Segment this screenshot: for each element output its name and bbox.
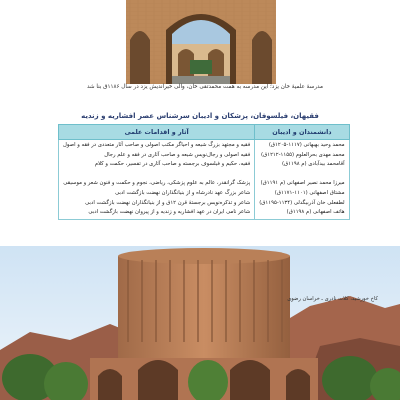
section-title: فقیهان، فیلسوفان، پزشکان و ادیبان سرشناس عصر افشاریه و زندیه [81, 112, 319, 120]
khorshid-palace-photo [0, 246, 400, 400]
scholar-name: محمد مهدی بحرالعلوم (۱۱۵۵-۱۲۱۲ق) [261, 151, 345, 158]
scholar-work: فقیه، حکیم و فیلسوف برجسته و صاحب آثاری در تفسیر، حکمت و کلام [94, 161, 251, 168]
scholar-name: میرزا محمد نصیر اصفهانی (م ۱۱۹۱ق) [260, 180, 345, 187]
scholar-work [63, 170, 250, 180]
works-column-header: آثار و اقدامات علمی [59, 125, 255, 140]
scholar-name: آقامحمد بیدآبادی (م ۱۱۹۸ق) [281, 161, 345, 168]
madrasa-photo [126, 0, 276, 84]
scholar-work: شاعر نامی ایران در عهد افشاریه و زندیه و از پیروان نهضت بازگشت ادبی [88, 209, 251, 216]
scholar-work: شاعر و تذکره‌نویس برجستهٔ قرن ۱۲ق و از بنیانگذاران نهضت بازگشت ادبی [85, 199, 251, 206]
scholars-cell [255, 140, 349, 220]
scholar-name [259, 170, 344, 180]
scholars-column-header: دانشمندان و ادیبان [255, 125, 349, 140]
scholar-work: فقیه و مجتهد بزرگ شیعه و احیاگر مکتب اصولی و صاحب آثار متعددی در فقه و اصول [63, 142, 251, 148]
palace-illustration [0, 246, 400, 400]
scholar-name: هاتف اصفهانی (م ۱۱۹۸ق) [286, 209, 345, 216]
works-cell [59, 140, 255, 220]
scholars-table [58, 124, 350, 220]
madrasa-illustration [126, 0, 276, 84]
scholar-work: پزشک گرانقدر، عالم به علوم پزشکی، ریاضی، نجوم و حکمت و فنون شعر و موسیقی [63, 180, 251, 187]
scholar-name: مشتاق اصفهانی (۱۱۰۱-۱۱۷۱ق) [274, 189, 345, 196]
palace-caption: کاخ خورشید، کلات نادری ـ خراسان رضوی [287, 296, 378, 302]
scholar-work: فقیه اصولی و رجال‌نویس شیعه و صاحب آثاری در فقه و علم رجال [104, 151, 251, 158]
madrasa-caption: مدرسهٔ علمیهٔ خان یزد؛ این مدرسه به همت محمدتقی خان، والی خیراندیش یزد در سال ۱۱۸۶ق بنا شد [87, 84, 323, 90]
scholar-name: محمد وحید بهبهانی (۱۱۱۷-۱۲۰۵ق) [268, 142, 345, 148]
scholar-work: شاعر بزرگ عهد نادرشاه و از بنیانگذاران نهضت بازگشت ادبی [115, 189, 251, 196]
scholar-name: لطفعلی خان آذربیگدلی (۱۱۳۴-۱۱۹۵ق) [259, 199, 345, 206]
